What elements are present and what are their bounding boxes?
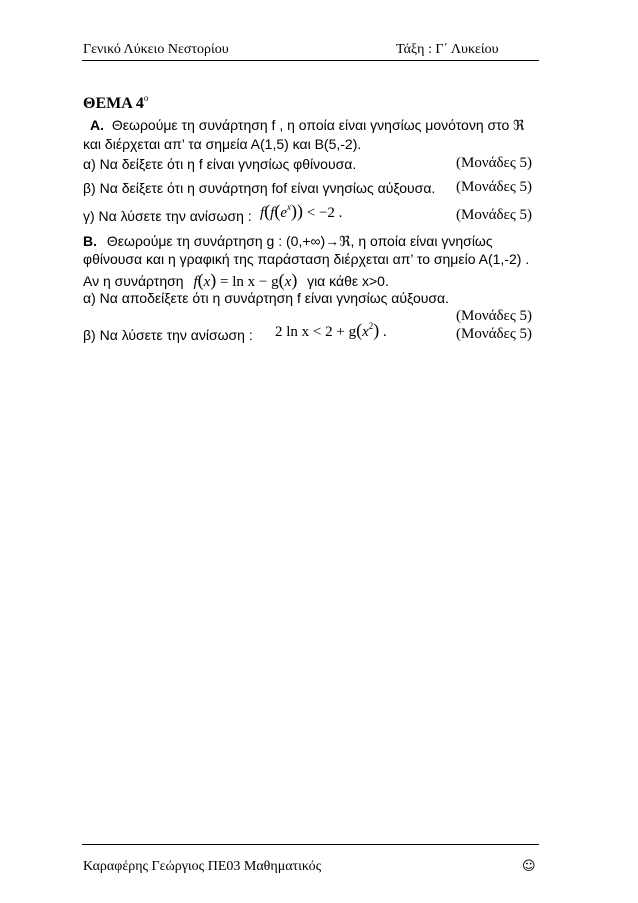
theme-title-text: ΘΕΜΑ 4 — [83, 95, 144, 112]
partA-question-c-formula-tail: < −2 . — [306, 205, 343, 221]
partA-intro-line1 — [90, 117, 525, 134]
header-school: Γενικό Λύκειο Νεστορίου — [83, 42, 229, 57]
partB-question-b-formula-text: 2 ln x < 2 + g — [275, 324, 357, 340]
footer-rule — [82, 844, 539, 845]
theme-title — [83, 93, 148, 113]
theme-title-sup: ο — [143, 93, 149, 103]
partA-question-c: γ) Να λύσετε την ανίσωση : — [83, 208, 252, 224]
partA-question-b: β) Να δείξετε ότι η συνάρτηση fof είναι γνησίως αύξουσα. — [83, 180, 436, 196]
partB-question-b-points: (Μονάδες 5) — [456, 326, 533, 342]
partB-intro-line1 — [83, 233, 493, 250]
partB-label: Β. — [83, 233, 97, 249]
partA-question-b-points: (Μονάδες 5) — [456, 179, 533, 195]
partA-question-c-points: (Μονάδες 5) — [456, 207, 533, 223]
partB-question-b: β) Να λύσετε την ανίσωση : — [83, 327, 253, 343]
partA-label: Α. — [90, 117, 104, 133]
header-rule — [82, 60, 539, 61]
partB-intro-line2: φθίνουσα και η γραφική της παράσταση διέρχεται απ’ το σημείο Α(1,-2) . — [83, 251, 530, 267]
partA-intro-line2: και διέρχεται απ’ τα σημεία Α(1,5) και Β(5,-2). — [83, 136, 362, 152]
partB-intro-line3-formula: f(x) = ln x − g(x) — [193, 270, 298, 290]
footer-author: Καραφέρης Γεώργιος ΠΕ03 Μαθηματικός — [83, 859, 322, 874]
partB-intro-line3-suffix: για κάθε x>0. — [307, 273, 389, 289]
partB-intro-line3-prefix: Αν η συνάρτηση — [83, 273, 184, 289]
partA-intro-text: Θεωρούμε τη συνάρτηση f , η οποία είναι γνησίως μονότονη στο ℜ — [111, 117, 525, 133]
partB-intro-line3-formula-text: = ln x − g — [220, 274, 279, 290]
partA-question-a: α) Να δείξετε ότι η f είναι γνησίως φθίνουσα. — [83, 156, 357, 172]
smiley-icon: ☺ — [522, 859, 536, 874]
header-class: Τάξη : Γ΄ Λυκείου — [396, 42, 499, 57]
partB-question-a-points: (Μονάδες 5) — [456, 308, 533, 324]
partB-intro-text: Θεωρούμε τη συνάρτηση g : (0,+∞)→ℜ, η οποία είναι γνησίως — [106, 233, 493, 249]
partB-question-a: α) Να αποδείξετε ότι η συνάρτηση f είναι γνησίως αύξουσα. — [83, 290, 450, 306]
partA-question-a-points: (Μονάδες 5) — [456, 155, 533, 171]
partA-question-c-formula: $f(f(e^x)) < -2$ . — [260, 201, 343, 221]
partB-intro-line3 — [83, 270, 389, 291]
partB-question-b-formula: 2 $\ln x < 2 + g(x^2)$ . — [275, 320, 387, 340]
